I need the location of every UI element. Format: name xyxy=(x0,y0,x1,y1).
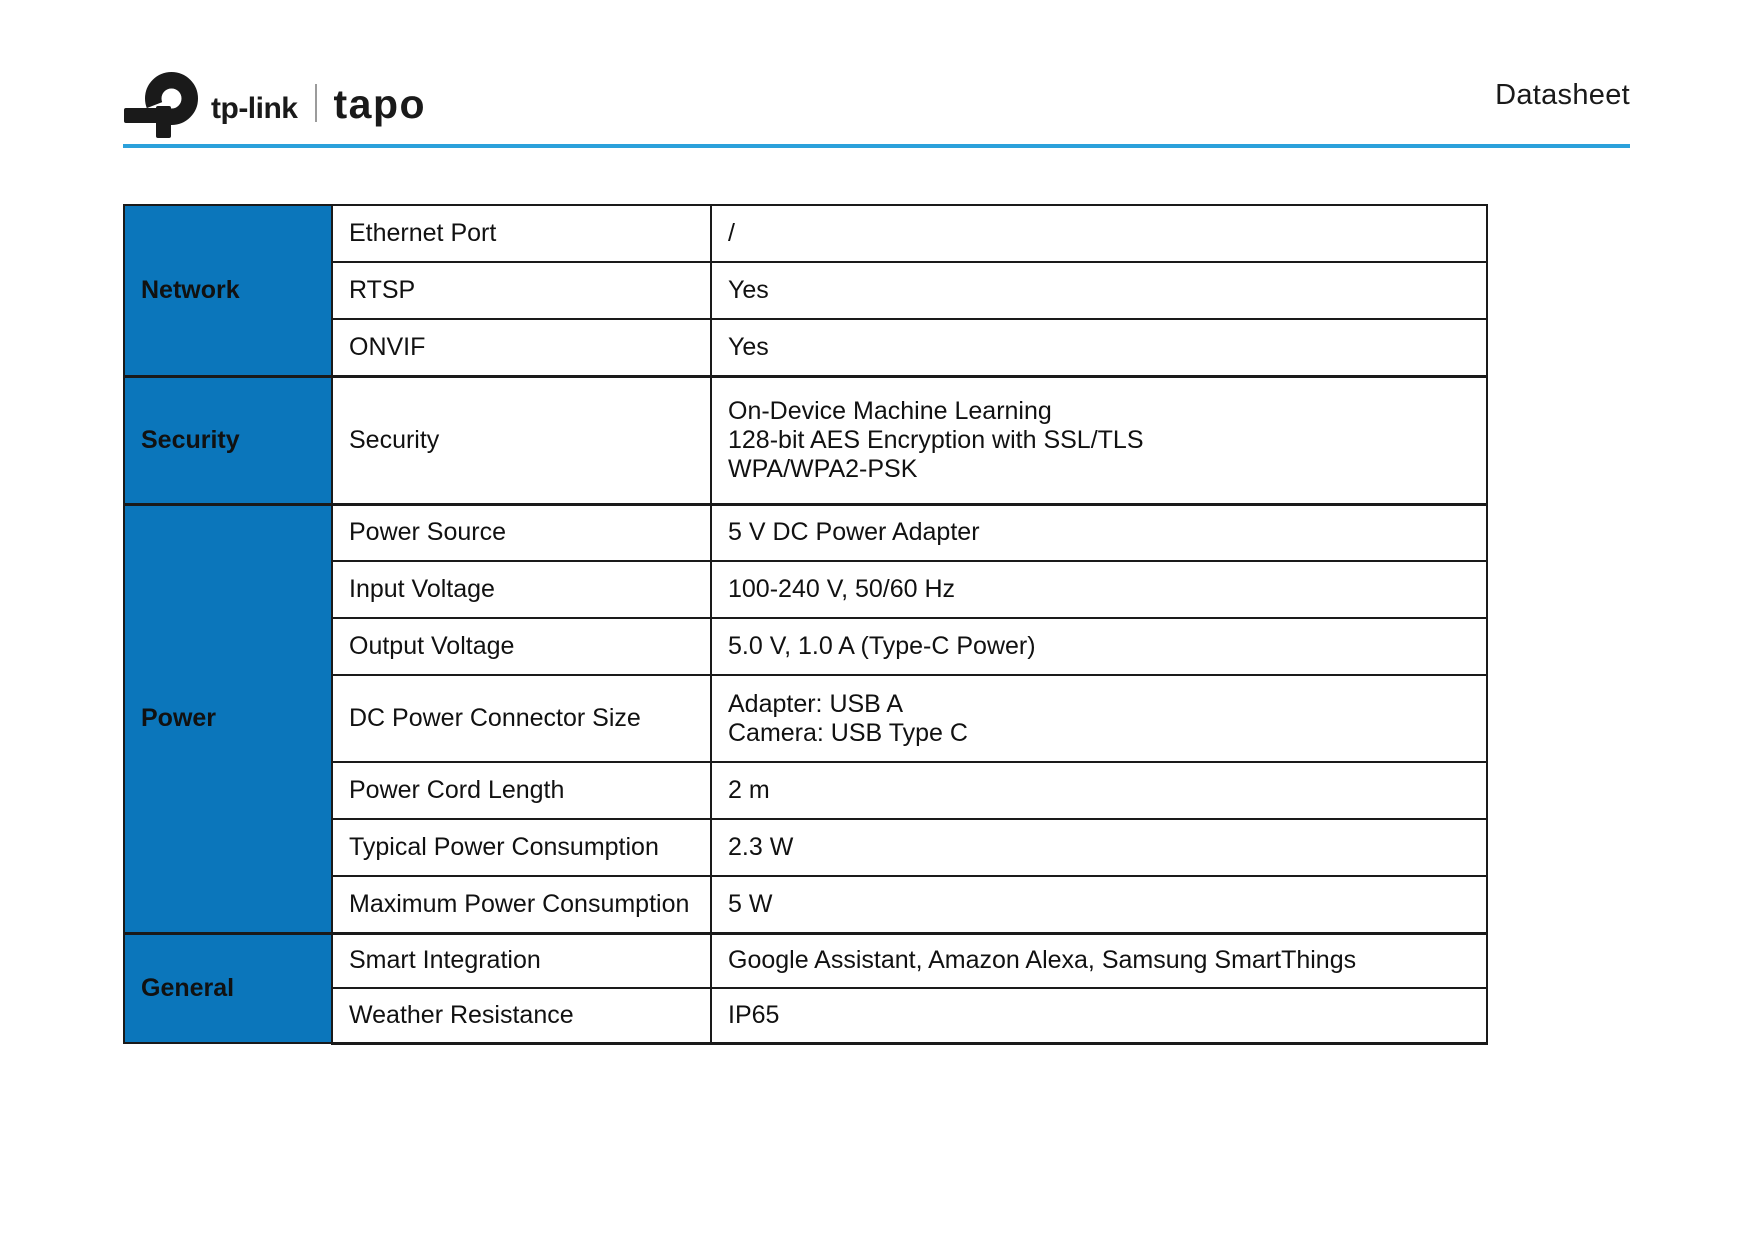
table-row xyxy=(124,504,1487,561)
value-cell: 2 m xyxy=(711,762,1487,819)
value-line: Camera: USB Type C xyxy=(728,718,968,747)
attribute-cell: Typical Power Consumption xyxy=(332,819,711,876)
attribute-cell: Power Cord Length xyxy=(332,762,711,819)
value-cell: 5 V DC Power Adapter xyxy=(711,504,1487,561)
attribute-cell: Weather Resistance xyxy=(332,988,711,1043)
value-line: On-Device Machine Learning xyxy=(728,396,1052,425)
attribute-cell: Output Voltage xyxy=(332,618,711,675)
attribute-cell: ONVIF xyxy=(332,319,711,376)
spec-table xyxy=(123,204,1488,1045)
section-cell-power: Power xyxy=(124,504,332,933)
brand-tplink-text: tp-link xyxy=(211,92,298,125)
attribute-cell: DC Power Connector Size xyxy=(332,675,711,762)
value-cell: IP65 xyxy=(711,988,1487,1043)
attribute-cell: RTSP xyxy=(332,262,711,319)
brand-logo xyxy=(123,52,426,128)
header-divider xyxy=(123,144,1630,148)
section-cell-network: Network xyxy=(124,205,332,376)
value-cell: 2.3 W xyxy=(711,819,1487,876)
section-cell-general: General xyxy=(124,933,332,1043)
attribute-cell: Maximum Power Consumption xyxy=(332,876,711,933)
table-row xyxy=(124,933,1487,988)
section-cell-security: Security xyxy=(124,376,332,504)
value-cell: Yes xyxy=(711,262,1487,319)
attribute-cell: Security xyxy=(332,376,711,504)
value-cell: 5 W xyxy=(711,876,1487,933)
attribute-cell: Smart Integration xyxy=(332,933,711,988)
attribute-cell: Power Source xyxy=(332,504,711,561)
value-cell xyxy=(711,376,1487,504)
table-row xyxy=(124,376,1487,504)
value-cell: 100-240 V, 50/60 Hz xyxy=(711,561,1487,618)
attribute-cell: Ethernet Port xyxy=(332,205,711,262)
brand-separator xyxy=(315,84,317,122)
value-cell xyxy=(711,675,1487,762)
value-line: 128-bit AES Encryption with SSL/TLS xyxy=(728,425,1144,454)
value-cell: 5.0 V, 1.0 A (Type-C Power) xyxy=(711,618,1487,675)
value-cell: / xyxy=(711,205,1487,262)
page-title: Datasheet xyxy=(1495,79,1630,111)
tp-link-logo-icon xyxy=(123,72,199,138)
value-line: Adapter: USB A xyxy=(728,689,904,718)
table-row xyxy=(124,205,1487,262)
value-cell: Google Assistant, Amazon Alexa, Samsung SmartThings xyxy=(711,933,1487,988)
value-line: WPA/WPA2-PSK xyxy=(728,454,918,483)
attribute-cell: Input Voltage xyxy=(332,561,711,618)
brand-tapo-text: tapo xyxy=(333,81,427,127)
value-cell: Yes xyxy=(711,319,1487,376)
